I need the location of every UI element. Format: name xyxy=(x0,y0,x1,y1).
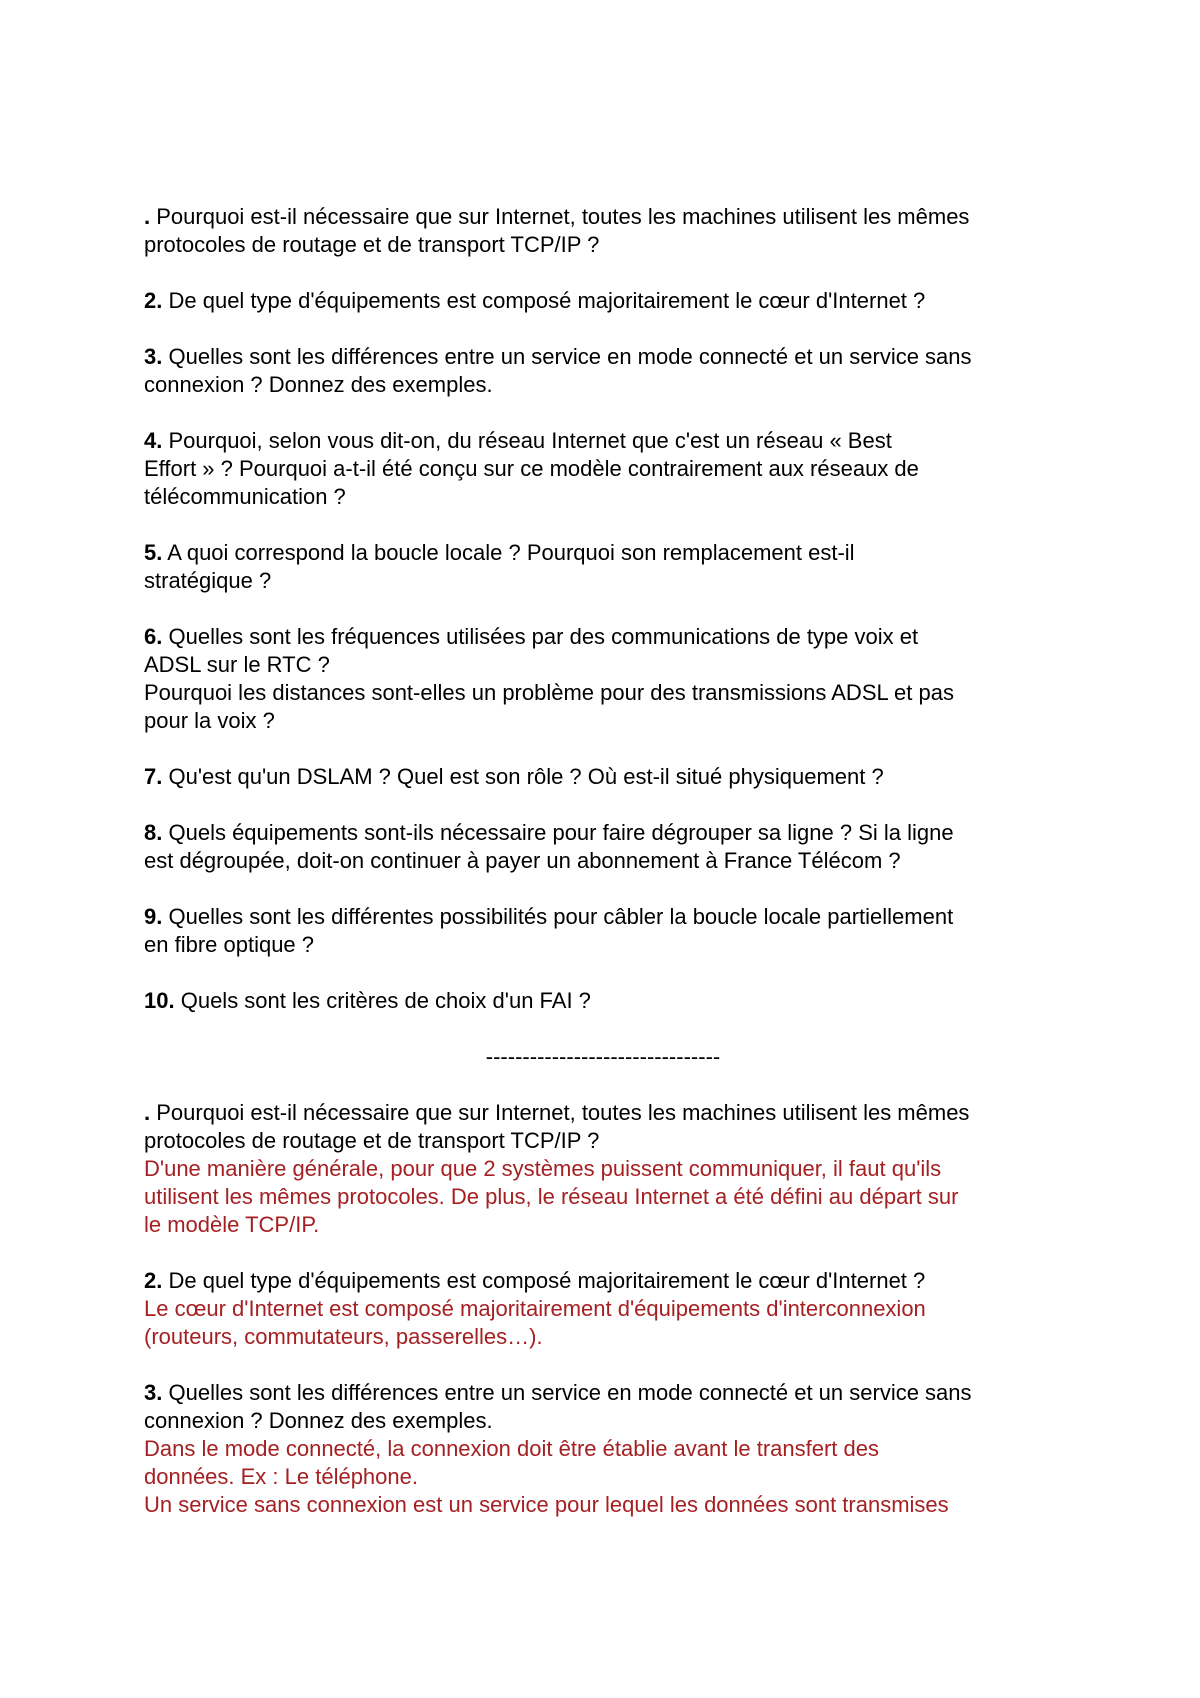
answer-text: Le cœur d'Internet est composé majoritairement d'équipements d'interconnexion xyxy=(144,1296,926,1321)
question-2 xyxy=(144,287,1062,315)
question-text: protocoles de routage et de transport TCP/IP ? xyxy=(144,232,600,257)
question-1 xyxy=(144,203,1062,259)
question-text: connexion ? Donnez des exemples. xyxy=(144,372,493,397)
question-text: Pourquoi, selon vous dit-on, du réseau Internet que c'est un réseau « Best xyxy=(168,428,892,453)
answer-text: Dans le mode connecté, la connexion doit être établie avant le transfert des xyxy=(144,1436,880,1461)
question-5 xyxy=(144,539,1062,595)
question-4 xyxy=(144,427,1062,511)
question-text: Quels équipements sont-ils nécessaire pour faire dégrouper sa ligne ? Si la ligne xyxy=(168,820,954,845)
question-text: Pourquoi est-il nécessaire que sur Internet, toutes les machines utilisent les mêmes xyxy=(156,204,970,229)
question-text: stratégique ? xyxy=(144,568,272,593)
answer-block-2 xyxy=(144,1267,1062,1351)
question-number: 8. xyxy=(144,820,163,845)
question-text: Quelles sont les différentes possibilités pour câbler la boucle locale partiellement xyxy=(168,904,954,929)
question-number: 4. xyxy=(144,428,163,453)
question-text: Quelles sont les fréquences utilisées par des communications de type voix et xyxy=(168,624,919,649)
answer-block-1 xyxy=(144,1099,1062,1239)
answer-block-3 xyxy=(144,1379,1062,1519)
question-text: protocoles de routage et de transport TCP/IP ? xyxy=(144,1128,600,1153)
question-10 xyxy=(144,987,1062,1015)
question-text: Pourquoi les distances sont-elles un problème pour des transmissions ADSL et pas xyxy=(144,680,954,705)
question-text: télécommunication ? xyxy=(144,484,346,509)
question-text: Quelles sont les différences entre un service en mode connecté et un service sans xyxy=(168,1380,972,1405)
question-text: ADSL sur le RTC ? xyxy=(144,652,330,677)
question-number: . xyxy=(144,1100,151,1125)
question-9 xyxy=(144,903,1062,959)
question-text: Pourquoi est-il nécessaire que sur Internet, toutes les machines utilisent les mêmes xyxy=(156,1100,970,1125)
question-text: pour la voix ? xyxy=(144,708,275,733)
document-page xyxy=(144,203,1062,1519)
question-text: A quoi correspond la boucle locale ? Pourquoi son remplacement est-il xyxy=(167,540,855,565)
question-number: 6. xyxy=(144,624,163,649)
question-number: . xyxy=(144,204,151,229)
question-text: est dégroupée, doit-on continuer à payer un abonnement à France Télécom ? xyxy=(144,848,901,873)
question-number: 9. xyxy=(144,904,163,929)
question-text: Quels sont les critères de choix d'un FAI ? xyxy=(180,988,591,1013)
answer-text: D'une manière générale, pour que 2 systèmes puissent communiquer, il faut qu'ils xyxy=(144,1156,942,1181)
answer-text: utilisent les mêmes protocoles. De plus, le réseau Internet a été défini au départ sur xyxy=(144,1184,959,1209)
question-8 xyxy=(144,819,1062,875)
question-number: 2. xyxy=(144,288,163,313)
question-6 xyxy=(144,623,1062,735)
question-text: Quelles sont les différences entre un service en mode connecté et un service sans xyxy=(168,344,972,369)
question-text: en fibre optique ? xyxy=(144,932,315,957)
question-number: 7. xyxy=(144,764,163,789)
question-text: connexion ? Donnez des exemples. xyxy=(144,1408,493,1433)
answer-text: (routeurs, commutateurs, passerelles…). xyxy=(144,1324,543,1349)
question-number: 3. xyxy=(144,344,163,369)
section-separator: -------------------------------- xyxy=(485,1044,721,1069)
question-text: De quel type d'équipements est composé majoritairement le cœur d'Internet ? xyxy=(168,1268,926,1293)
question-number: 10. xyxy=(144,988,175,1013)
question-number: 3. xyxy=(144,1380,163,1405)
question-3 xyxy=(144,343,1062,399)
question-number: 2. xyxy=(144,1268,163,1293)
answer-text: données. Ex : Le téléphone. xyxy=(144,1464,418,1489)
question-text: Qu'est qu'un DSLAM ? Quel est son rôle ? Où est-il situé physiquement ? xyxy=(168,764,884,789)
question-7 xyxy=(144,763,1062,791)
answer-text: le modèle TCP/IP. xyxy=(144,1212,320,1237)
question-text: Effort » ? Pourquoi a-t-il été conçu sur ce modèle contrairement aux réseaux de xyxy=(144,456,919,481)
question-text: De quel type d'équipements est composé majoritairement le cœur d'Internet ? xyxy=(168,288,926,313)
answer-text: Un service sans connexion est un service pour lequel les données sont transmises xyxy=(144,1492,949,1517)
question-number: 5. xyxy=(144,540,163,565)
